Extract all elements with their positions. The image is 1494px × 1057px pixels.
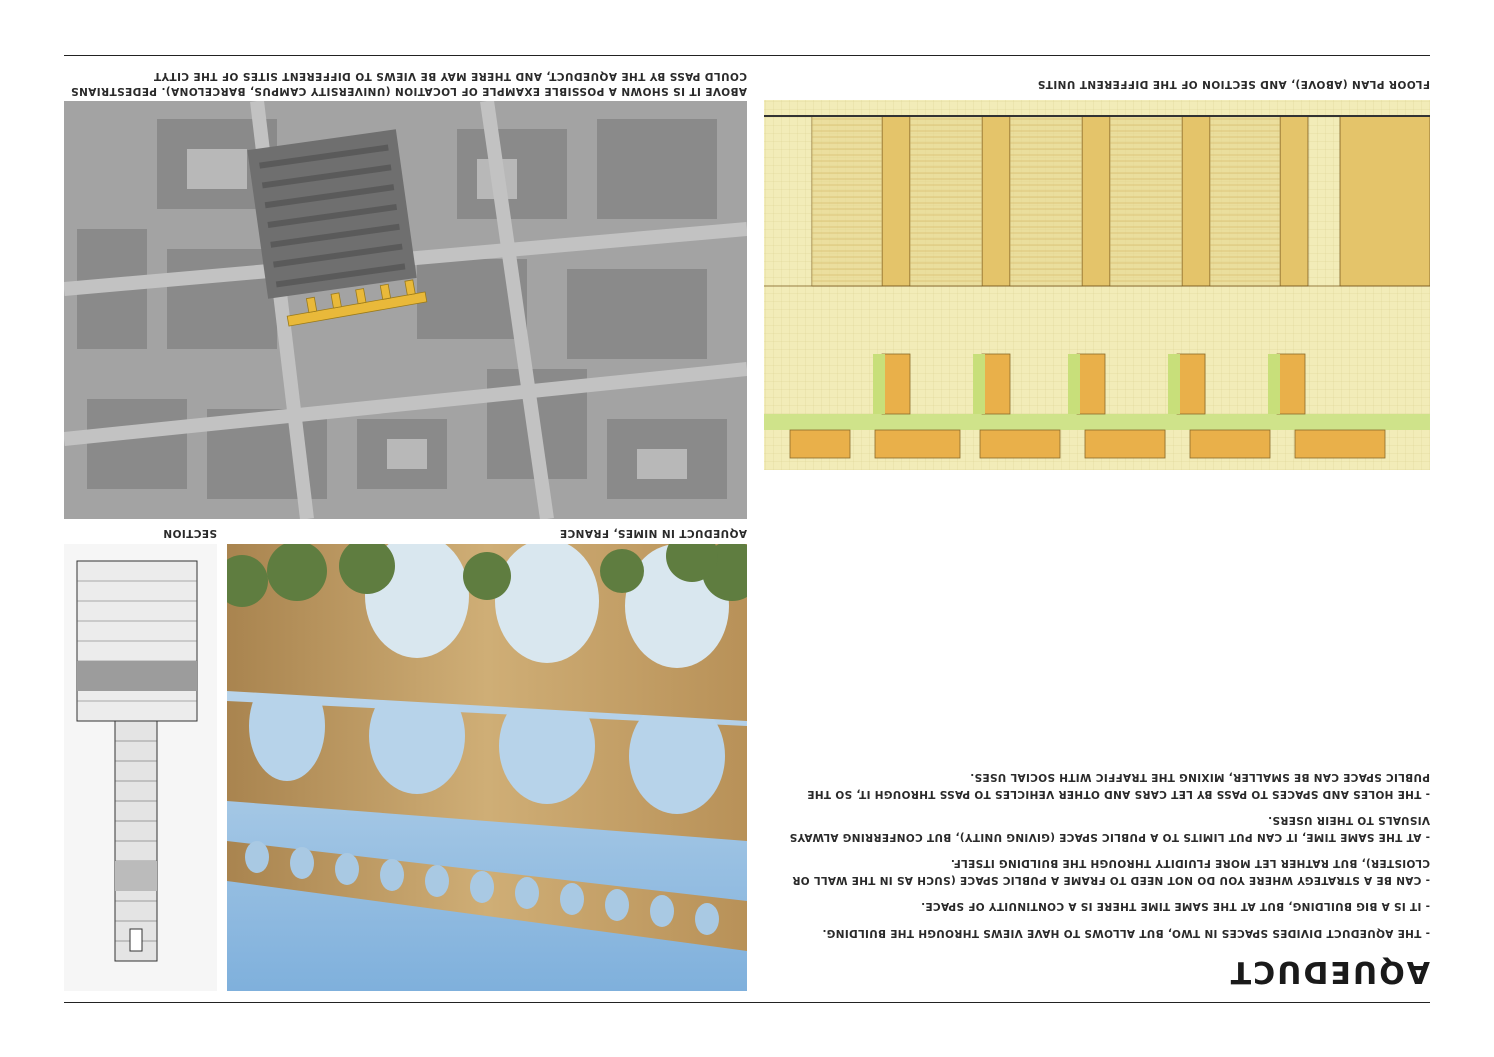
aqueduct-photo-caption: AQUEDUCT IN NIMES, FRANCE <box>559 527 747 539</box>
section-drawing-caption: SECTION <box>162 527 217 539</box>
bullet-point: - IT IS A BIG BUILDING, BUT AT THE SAME TIME THERE IS A CONTINUITY OF SPACE. <box>920 900 1430 913</box>
aqueduct-photo-illustration <box>227 544 747 991</box>
bullet-point: - CAN BE A STRATEGY WHERE YOU DO NOT NEED TO FRAME A PUBLIC SPACE (SUCH AS IN THE WALL OR CLOISTER), BUT RATHER LET MORE FLUIDITY THROUGH THE BUILDING ITSELF. <box>792 857 1430 886</box>
floor-plan-drawing <box>764 100 1430 470</box>
top-rule <box>64 1002 1430 1003</box>
aerial-map-illustration <box>64 101 747 519</box>
bullet-point: - THE AQUEDUCT DIVIDES SPACES IN TWO, BUT ALLOWS TO HAVE VIEWS THROUGH THE BUILDING. <box>822 927 1430 939</box>
aqueduct-photo <box>227 544 747 991</box>
page-title: AQUEDUCT <box>1228 954 1430 989</box>
bottom-rule <box>64 55 1430 56</box>
section-drawing <box>64 544 217 991</box>
aerial-map <box>64 101 747 519</box>
bullet-point: - THE HOLES AND SPACES TO PASS BY LET CARS AND OTHER VEHICLES TO PASS THROUGH IT, SO THE PUBLIC SPACE CAN BE SMALLER, MIXING THE TRAFFIC WITH SOCIAL USES. <box>807 771 1430 800</box>
aerial-map-caption: ABOVE IT IS SHOWN A POSSIBLE EXAMPLE OF LOCATION (UNIVERSITY CAMPUS, BARCELONA). PEDESTRIANS COULD PASS BY THE AQUEDUCT, AND THERE MAY BE VIEWS TO DIFFERENT SITES OF THE CITYT <box>70 70 747 97</box>
bullet-point: - AT THE SAME TIME, IT CAN PUT LIMITS TO A PUBLIC SPACE (GIVING UNITY), BUT CONFERRING ALWAYS VISUALS TO THEIR USERS. <box>789 814 1430 843</box>
floor-plan-caption: FLOOR PLAN (ABOVE), AND SECTION OF THE DIFFERENT UNITS <box>1037 78 1430 90</box>
section-drawing-illustration <box>64 544 217 991</box>
bullet-list <box>762 759 1430 941</box>
floor-plan <box>764 100 1430 470</box>
